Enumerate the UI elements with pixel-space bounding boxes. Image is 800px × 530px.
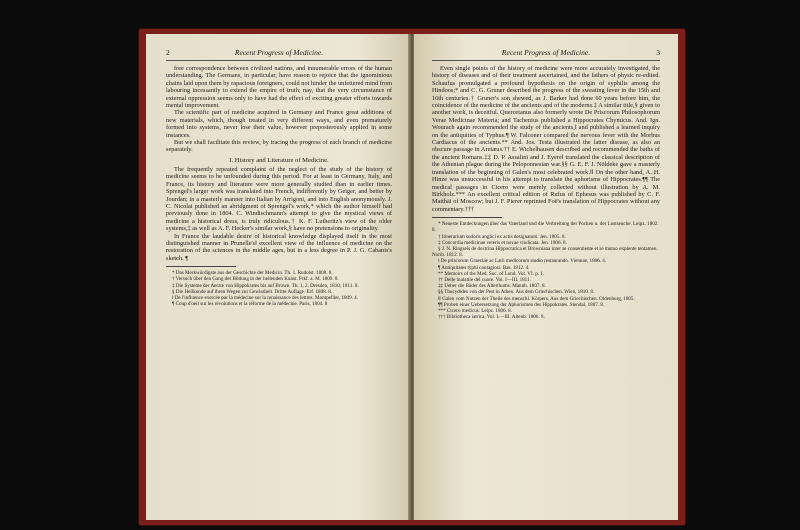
open-book	[138, 28, 686, 528]
footnote: * Neueste Entdeckungen über das Vaterland und die Verbreitung der Pocken u. der Lustseuche. Leipz. 1802. 8.	[432, 221, 659, 234]
footnote: § J. N. Ringseis de doctrina Hippocratica et Browniana inter se consentiente et se mutuo explente tentamen. Norib. 1812. 8.	[432, 245, 658, 259]
footnote: ¶ Antiquitates typhi contagiosi. Bas. 1812. 4.	[438, 264, 530, 271]
right-running-head	[432, 48, 660, 61]
section-heading: I. History and Literature of Medicine.	[229, 156, 329, 164]
paragraph: Even single points of the history of medicine were more accurately investigated, the history of diseases and of their treatment ascertained, and the fathers of physic re-edited. Schaufus promulgated a profound hypothesis on the origin of syphilis among the Hindoos;* and C. G. Gruner described the progress of the sweating fever in the 15th and 16th centuries.† Gruner's son shewed, as J. Barker had done 60 years before him, the coincidence of the medicine of the ancients and of the moderns.‡ A similar title,§ given to another work, is deceitful. Quercetanus also formerly wrote De Priscorum Philosophorum Verae Medicinae Materia; and Tachenius published a Hippocrates Chymicus. And. Ign. Wourach again recommended the study of the ancients,‖ and published a learned inquiry on the antiquities of Typhus.¶ W. Falconer compared the nervous fever with the Morbus Cardiacus of the ancients.** And. Jos. Testa illustrated the latter disease, as also an obscure passage in Aretæus.†† E. Wichelhausen described and recommended the baths of the ancient Romans.‡‡ D. P. Assalini and J. Eyerel translated the classical description of the Athenian plague during the Peloponnesian war.§§ G. E. F. J. Nöldeke gave a masterly translation of the beginning of Galen's most celebrated work.‖‖ On the other hand, A. H. Hinze was unsuccessful in his attempt to translate the aphorisms of Hippocrates.¶¶ The medical passages in Cicero were merely collected without illustration by A. M. Birkholz.*** An excellent critical edition of Rufus of Ephesus was published by C. F. Matthäi of Moscow; but J. F. Pierer reprinted Foë's translation of Hippocrates without any commentary.†††	[432, 65, 660, 213]
footnote: *** Cicero medicus. Leipz. 1806. 8.	[438, 307, 512, 314]
footnote: ‡‡ Ueber die Bäder des Alterthums. Mannh. 1807. 8.	[438, 283, 546, 290]
footnote: ** Memoirs of the Med. Soc. of Lond. Vol. VI. p. 1.	[438, 270, 545, 277]
footnote: †† Delle malattie del cuore. Vol. I—III. 1811.	[438, 276, 531, 283]
footnote: ‡ Concordia medicinae veteris et novae vindicata. Jen. 1806. 8.	[438, 239, 567, 246]
paragraph: But we shall facilitate this review, by tracing the progress of each branch of medicine separately.	[166, 139, 392, 154]
footnote: ††† Bibliotheca iatrica, Vol. I.—III. Altenb. 1806. 8.	[438, 314, 545, 321]
footnote: ‡ Die Systeme der Aerzte von Hippokrates bis auf Brown. Th. 1, 2. Dresden, 1810, 1811. 8.	[172, 282, 359, 289]
left-running-title: Recent Progress of Medicine.	[234, 48, 324, 57]
right-page-number: 3	[656, 48, 660, 57]
right-body	[432, 65, 660, 213]
footnote: ¶¶ Proben einer Uebersetzung der Aphorismen des Hippokrates. Stendal, 1807. 8.	[438, 301, 605, 308]
paragraph: The frequently repeated complaint of the neglect of the study of the history of medicine seems to be unfounded during this period. For at least in Germany, Italy, and France, its history and literature were more generally studied than in earlier times. Sprengel's larger work was translated into French, indifferently by Geiger, and better by Jourdan; in a masterly manner into Italian by Arrigoni, and into English anonymously. J. C. Nicolai published an abridgment of Sprengel's work,* which the author himself had previously done in 1804. C. Windischmann's attempt to give the mystical views of medicine a historical dress, is truly ridiculous.† K. F. Lutheritz's view of the older systems,‡ as well as A. F. Hecker's similar work,§ have no pretensions to originality.	[166, 165, 392, 233]
footnote: * Das Merkwürdigste aus der Geschichte der Medicin. Th. 1. Rudolst. 1808. 8.	[172, 270, 333, 277]
left-footnotes	[166, 270, 392, 307]
footnote: ‖ De priscorum Graeciae ac Latii medicorum studio restaurando. Viennae, 1806. 4.	[438, 258, 607, 265]
footnote: † Versuch über den Gang der Bildung in der heilenden Kunst. Frkf. a. M. 1809. 8.	[172, 276, 339, 283]
footnote: § Die Heilkunde auf ihren Wegen zur Gewissheit. Dritte Auflage. Erf. 1808. 8.	[172, 288, 333, 295]
right-footnotes	[432, 221, 660, 320]
right-running-title: Recent Progress of Medicine.	[501, 48, 591, 57]
right-page	[414, 34, 678, 520]
paragraph: In France the laudable desire of historical knowledge displayed itself in the most distinguished manner in Prunelle's‖ excellent view of the influence of medicine on the restoration of the sciences in the middle ages, but in a less degree in P. J. G. Cabanis's sketch. ¶	[166, 232, 392, 262]
footnote: ¶ Coup d'oeil sur les révolutions et la réforme de la médecine. Paris, 1804. 8	[172, 301, 328, 308]
footnote: † Itinerarium sudoris anglici ex actis designatum. Jen. 1805. 8.	[438, 233, 566, 240]
footnote-rule	[166, 266, 236, 267]
left-page-number: 2	[166, 48, 170, 57]
footnote-rule	[432, 217, 502, 218]
paragraph: The scientific part of medicine acquired in Germany and France great additions of new materials, which, though treated in very different ways, and even prematurely formed into systems, never lose their value, however preposterously applied in some instances.	[166, 109, 392, 139]
footnote: §§ Thucydides von der Pest in Athen. Aus dem Griechischen. Wien, 1810. 8.	[438, 289, 595, 296]
footnote: ‖‖ Galen vom Nutzen der Theile des menschl. Körpers. Aus dem Griechischen. Oldenburg, 1805.	[438, 295, 635, 302]
left-page	[146, 34, 410, 520]
left-body-after-section	[166, 166, 392, 262]
left-body-before-section	[166, 65, 392, 154]
left-running-head	[166, 48, 392, 61]
paragraph: free correspondence between civilized nations, and innumerable errors of the human understanding. The Germans, in particular, have reason to rejoice that the ignominious chains laid upon them by rapacious foreigners, could not hinder the unfettered mind from labouring incessantly to extend the empire of truth; nay, that the very circumstance of external oppression seems only to have had the effect of exciting greater efforts towards mental improvement.	[166, 65, 392, 110]
footnote: ‖ De l'influence exercée par la médecine sur la renaissance des lettres. Montpellier, 1809. 4.	[172, 294, 359, 301]
